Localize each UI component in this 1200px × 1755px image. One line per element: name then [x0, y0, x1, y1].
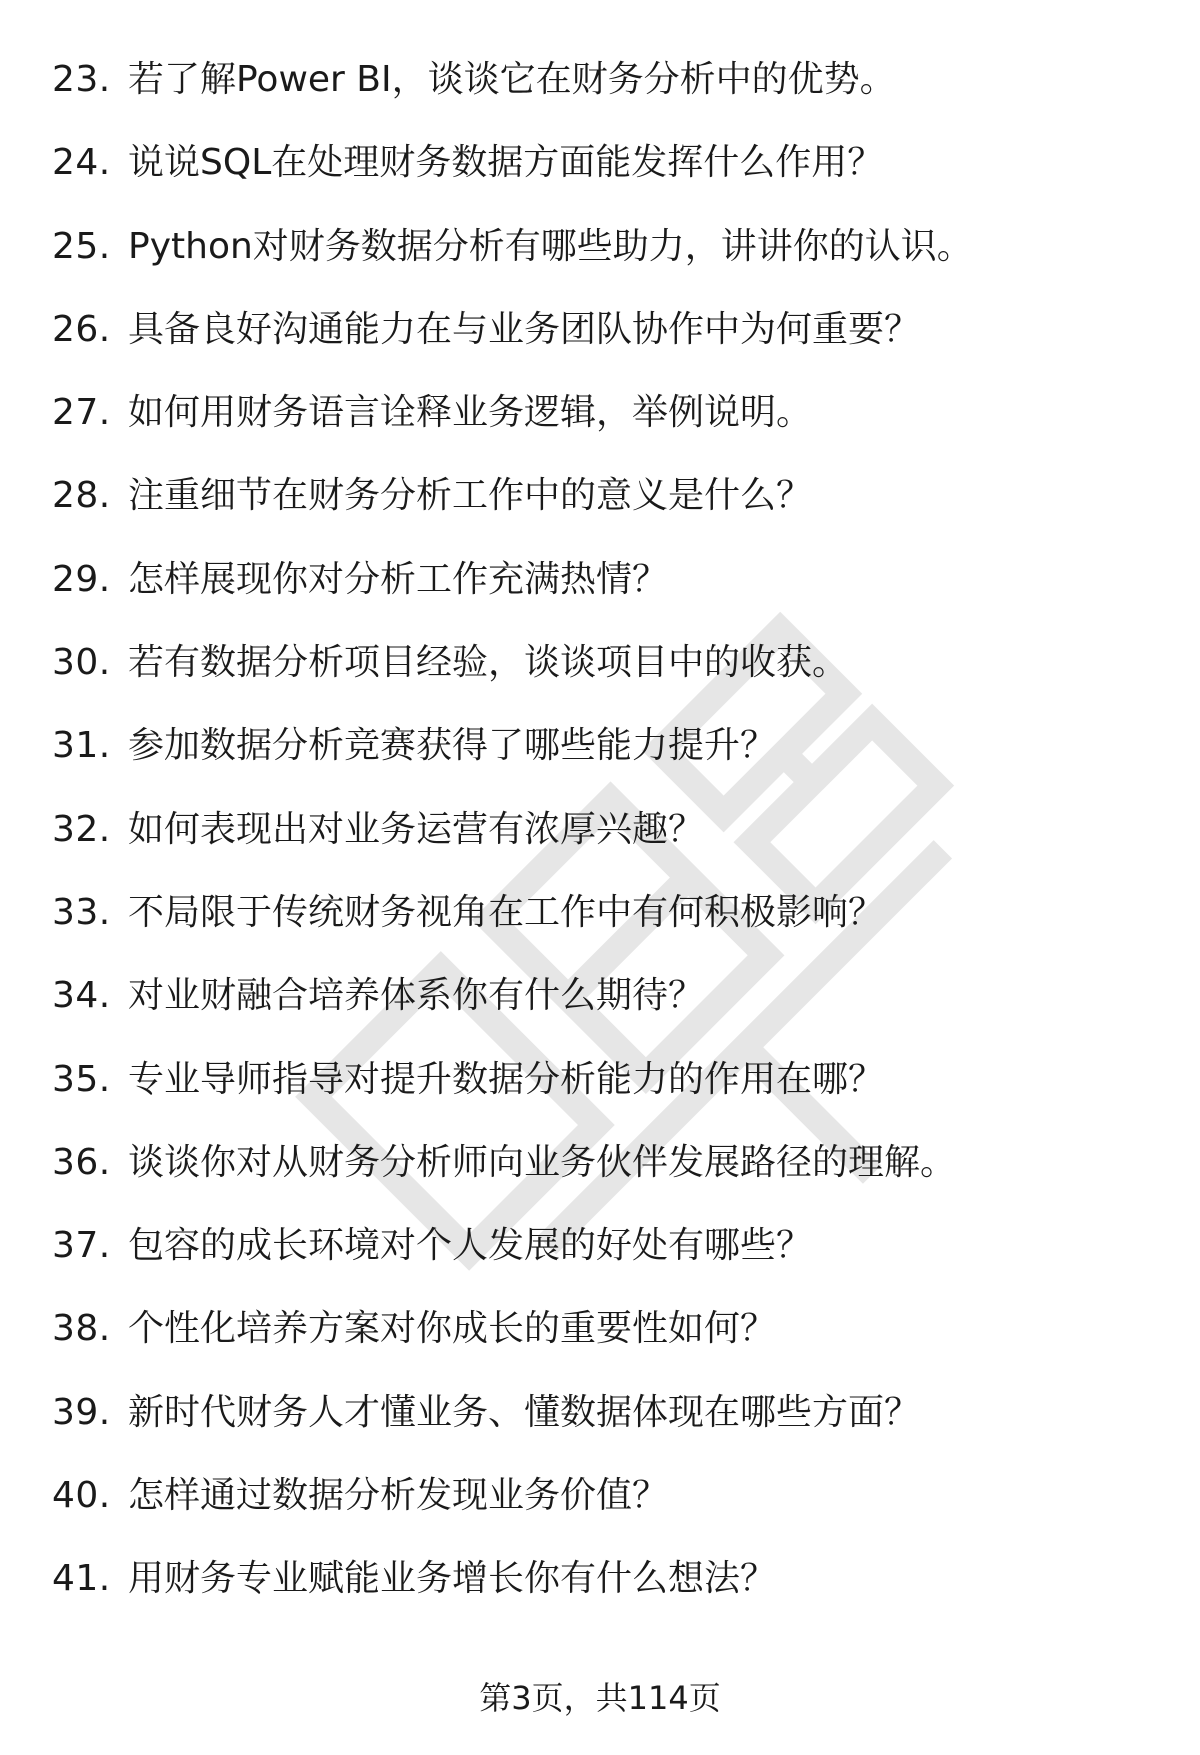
- question-text: 怎样展现你对分析工作充满热情？: [128, 558, 669, 600]
- question-number: 34.: [52, 975, 111, 1017]
- question-item: [0, 371, 1200, 454]
- page-footer: [0, 1668, 1200, 1728]
- question-number: 24.: [52, 142, 111, 184]
- question-text: 新时代财务人才懂业务、懂数据体现在哪些方面？: [128, 1391, 921, 1433]
- question-item: [0, 121, 1200, 204]
- question-number: 38.: [52, 1308, 111, 1350]
- question-number: 37.: [52, 1225, 111, 1267]
- question-text: 参加数据分析竞赛获得了哪些能力提升？: [128, 725, 777, 767]
- question-text: 个性化培养方案对你成长的重要性如何？: [128, 1308, 777, 1350]
- question-item: [0, 1204, 1200, 1287]
- question-text: 具备良好沟通能力在与业务团队协作中为何重要？: [128, 308, 921, 350]
- question-item: [0, 621, 1200, 704]
- question-text: 注重细节在财务分析工作中的意义是什么？: [128, 475, 813, 517]
- question-number: 31.: [52, 725, 111, 767]
- question-item: [0, 1537, 1200, 1620]
- question-text: 谈谈你对从财务分析师向业务伙伴发展路径的理解。: [128, 1141, 957, 1183]
- question-number: 29.: [52, 558, 111, 600]
- question-number: 33.: [52, 891, 111, 933]
- question-item: [0, 1038, 1200, 1121]
- question-item: [0, 871, 1200, 954]
- question-number: 36.: [52, 1141, 111, 1183]
- question-number: 41.: [52, 1558, 111, 1600]
- question-text: 对业财融合培养体系你有什么期待？: [128, 975, 705, 1017]
- question-text: 用财务专业赋能业务增长你有什么想法？: [128, 1558, 777, 1600]
- question-item: [0, 538, 1200, 621]
- question-item: [0, 1371, 1200, 1454]
- question-number: 30.: [52, 642, 111, 684]
- question-item: [0, 788, 1200, 871]
- question-text: 专业导师指导对提升数据分析能力的作用在哪？: [128, 1058, 885, 1100]
- question-text: 如何表现出对业务运营有浓厚兴趣？: [128, 808, 705, 850]
- question-text: 若有数据分析项目经验，谈谈项目中的收获。: [128, 642, 849, 684]
- question-text: 若了解Power BI，谈谈它在财务分析中的优势。: [128, 59, 896, 100]
- question-item: [0, 454, 1200, 537]
- question-number: 28.: [52, 475, 111, 517]
- question-text: Python对财务数据分析有哪些助力，讲讲你的认识。: [128, 225, 973, 267]
- question-item: [0, 1454, 1200, 1537]
- page-number-label: 第3页，共114页: [479, 1679, 721, 1717]
- question-item: [0, 288, 1200, 371]
- question-number: 25.: [52, 225, 111, 267]
- question-number: 39.: [52, 1391, 111, 1433]
- question-number: 27.: [52, 392, 111, 434]
- question-item: [0, 1121, 1200, 1204]
- question-number: 35.: [52, 1058, 111, 1100]
- question-item: [0, 1287, 1200, 1370]
- question-text: 不局限于传统财务视角在工作中有何积极影响？: [128, 891, 885, 933]
- question-number: 23.: [52, 59, 111, 100]
- question-list: [0, 38, 1200, 1621]
- question-item: [0, 38, 1200, 121]
- question-number: 26.: [52, 308, 111, 350]
- question-text: 怎样通过数据分析发现业务价值？: [128, 1475, 669, 1517]
- question-item: [0, 205, 1200, 288]
- question-item: [0, 954, 1200, 1037]
- question-text: 如何用财务语言诠释业务逻辑，举例说明。: [128, 392, 813, 434]
- question-text: 说说SQL在处理财务数据方面能发挥什么作用？: [128, 142, 884, 184]
- question-number: 40.: [52, 1475, 111, 1517]
- question-text: 包容的成长环境对个人发展的好处有哪些？: [128, 1225, 813, 1267]
- question-item: [0, 704, 1200, 787]
- question-number: 32.: [52, 808, 111, 850]
